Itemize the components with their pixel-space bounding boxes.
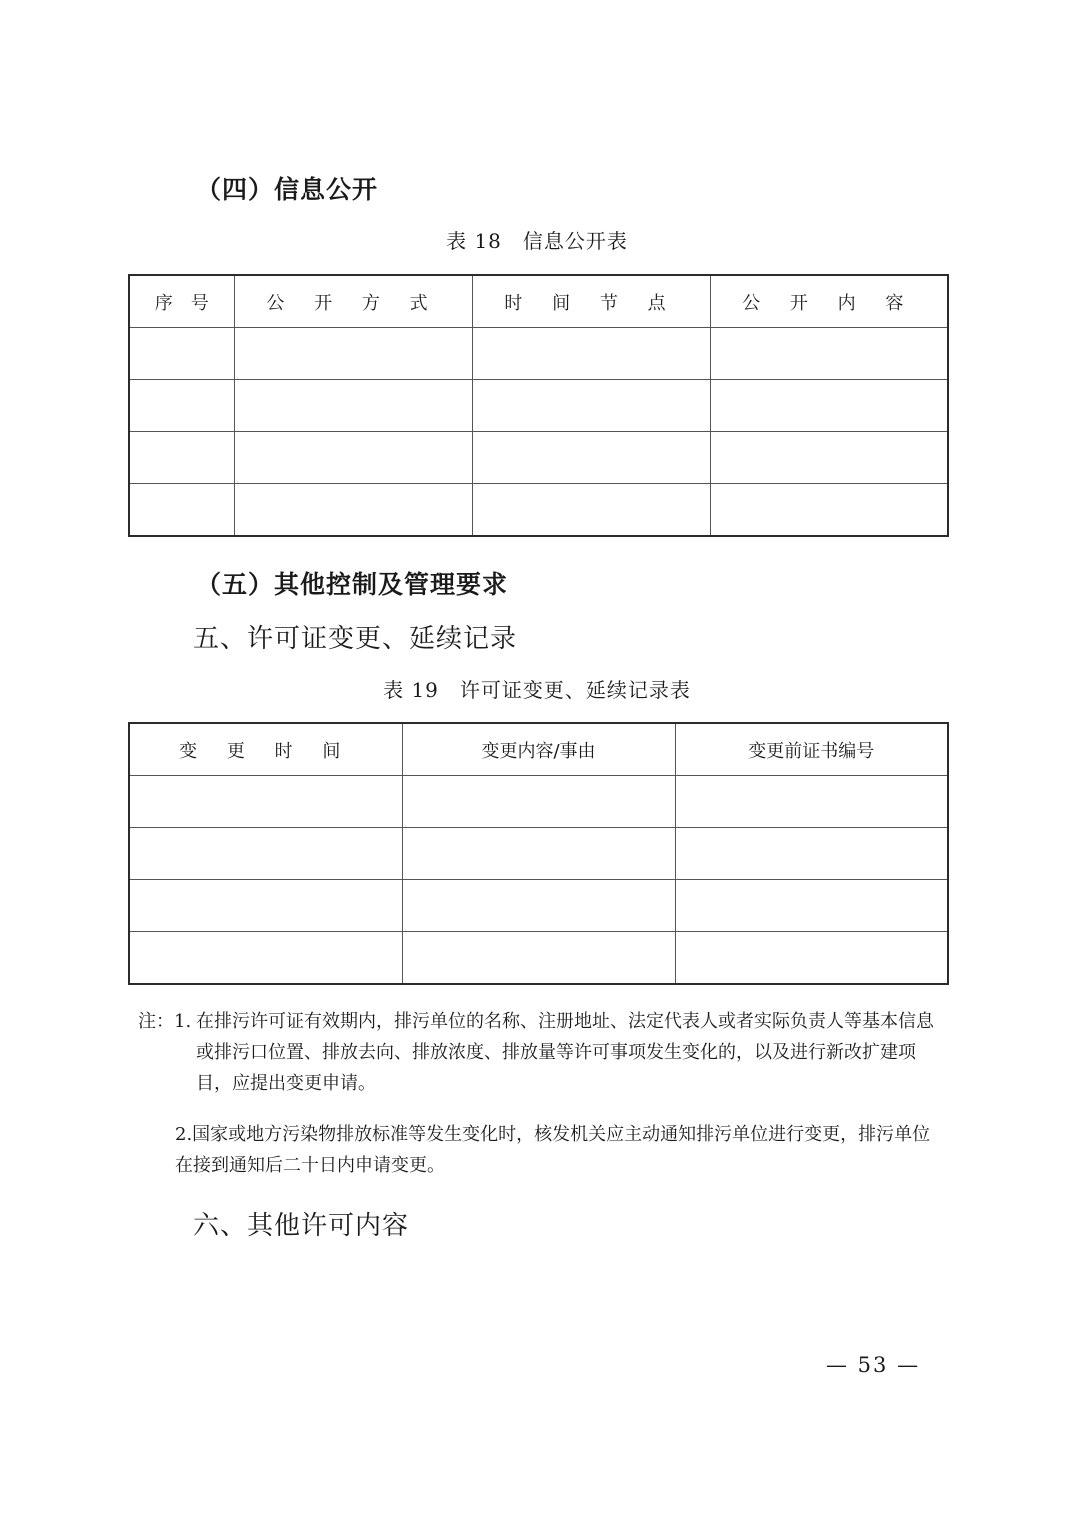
table-cell — [472, 432, 710, 484]
table-row — [129, 380, 948, 432]
table-cell — [675, 932, 948, 985]
header-disclosure-content: 公 开 内 容 — [710, 275, 948, 328]
table-cell — [472, 380, 710, 432]
table-cell — [234, 380, 472, 432]
header-serial-no: 序 号 — [129, 275, 234, 328]
table-cell — [129, 828, 402, 880]
table-cell — [675, 776, 948, 828]
header-previous-cert-no: 变更前证书编号 — [675, 723, 948, 776]
table-cell — [402, 932, 675, 985]
table-cell — [129, 880, 402, 932]
table-cell — [710, 484, 948, 537]
table-cell — [710, 328, 948, 380]
table-cell — [710, 432, 948, 484]
table-cell — [129, 932, 402, 985]
table-cell — [710, 380, 948, 432]
section-heading-other-controls: （五）其他控制及管理要求 — [196, 570, 509, 599]
table-row — [129, 828, 948, 880]
table-row — [129, 776, 948, 828]
section-heading-license-change-record: 五、许可证变更、延续记录 — [193, 624, 518, 654]
table-row — [129, 328, 948, 380]
section-heading-info-disclosure: （四）信息公开 — [196, 175, 379, 204]
table-row — [129, 484, 948, 537]
table-header-row — [129, 723, 948, 776]
notes-lead: 注：1. — [138, 1011, 192, 1032]
table-notes — [138, 1006, 948, 1181]
table-cell — [402, 828, 675, 880]
table-cell — [402, 776, 675, 828]
table-cell — [129, 328, 234, 380]
header-disclosure-method: 公 开 方 式 — [234, 275, 472, 328]
table-cell — [472, 484, 710, 537]
table-row — [129, 432, 948, 484]
table-19-caption: 表 19 许可证变更、延续记录表 — [383, 678, 691, 702]
section-heading-other-license-content: 六、其他许可内容 — [193, 1211, 410, 1241]
note-1-text: 在排污许可证有效期内，排污单位的名称、注册地址、法定代表人或者实际负责人等基本信息或排污口位置、排放去向、排放浓度、排放量等许可事项发生变化的，以及进行新改扩建项目，应提出变更申请。 — [196, 1011, 934, 1094]
table-row — [129, 932, 948, 985]
license-change-table — [128, 722, 949, 985]
table-cell — [234, 484, 472, 537]
table-header-row — [129, 275, 948, 328]
note-1 — [138, 1006, 948, 1099]
note-2-text: 2.国家或地方污染物排放标准等发生变化时，核发机关应主动通知排污单位进行变更，排污单位在接到通知后二十日内申请变更。 — [175, 1124, 931, 1176]
table-cell — [472, 328, 710, 380]
table-cell — [234, 432, 472, 484]
table-cell — [234, 328, 472, 380]
table-cell — [675, 828, 948, 880]
table-cell — [675, 880, 948, 932]
table-row — [129, 880, 948, 932]
table-cell — [129, 776, 402, 828]
table-cell — [129, 484, 234, 537]
table-cell — [402, 880, 675, 932]
table-18-caption: 表 18 信息公开表 — [446, 229, 628, 253]
table-cell — [129, 380, 234, 432]
header-time-node: 时 间 节 点 — [472, 275, 710, 328]
page-number: — 53 — — [826, 1353, 921, 1377]
table-cell — [129, 432, 234, 484]
header-change-time: 变 更 时 间 — [129, 723, 402, 776]
info-disclosure-table — [128, 274, 949, 537]
header-change-content: 变更内容/事由 — [402, 723, 675, 776]
